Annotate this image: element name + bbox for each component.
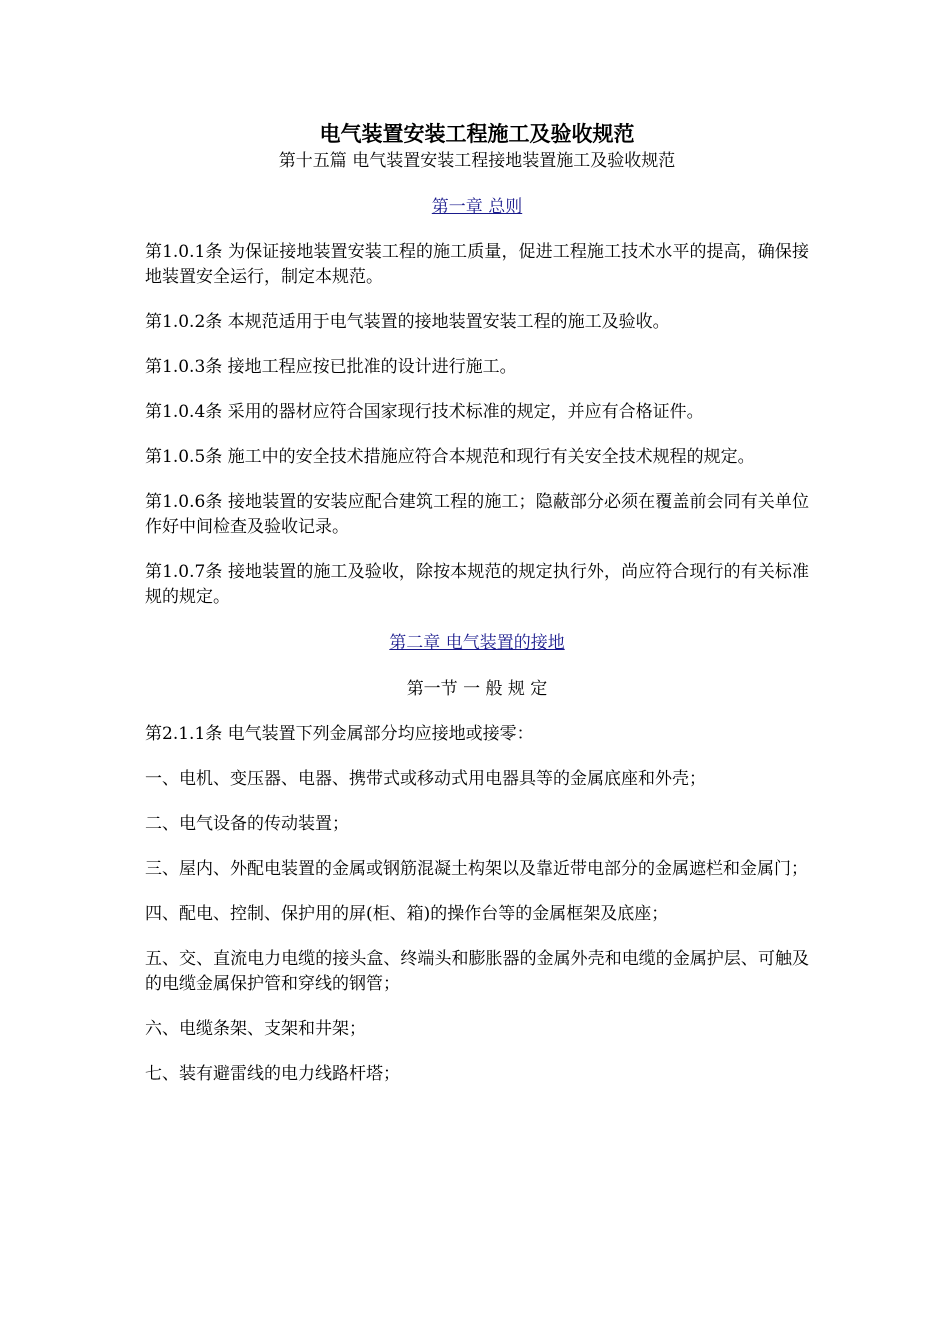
- article-paragraph: 第2.1.1条 电气装置下列金属部分均应接地或接零：: [145, 724, 534, 744]
- list-item: 五、交、直流电力电缆的接头盒、终端头和膨胀器的金属外壳和电缆的金属护层、可触及的电缆金属保护管和穿线的钢管；: [145, 949, 809, 994]
- chapter-1-heading: [145, 194, 809, 220]
- list-item: 一、电机、变压器、电器、携带式或移动式用电器具等的金属底座和外壳；: [145, 769, 706, 789]
- article-paragraph: 第1.0.6条 接地装置的安装应配合建筑工程的施工；隐蔽部分必须在覆盖前会同有关单位作好中间检查及验收记录。: [145, 492, 809, 537]
- chapter-1-link[interactable]: 第一章 总则: [431, 197, 523, 217]
- document-page: [145, 120, 809, 1107]
- list-item: 七、装有避雷线的电力线路杆塔；: [145, 1064, 400, 1084]
- section-heading: 第一节 一 般 规 定: [406, 679, 548, 699]
- article-paragraph: 第1.0.4条 采用的器材应符合国家现行技术标准的规定，并应有合格证件。: [145, 402, 704, 422]
- article-paragraph: 第1.0.7条 接地装置的施工及验收，除按本规范的规定执行外，尚应符合现行的有关标准规的规定。: [145, 562, 809, 607]
- list-item: 二、电气设备的传动装置；: [145, 814, 349, 834]
- article-paragraph: 第1.0.5条 施工中的安全技术措施应符合本规范和现行有关安全技术规程的规定。: [145, 447, 755, 467]
- chapter-2-link[interactable]: 第二章 电气装置的接地: [389, 633, 565, 653]
- list-item: 六、电缆条架、支架和井架；: [145, 1019, 366, 1039]
- article-paragraph: 第1.0.2条 本规范适用于电气装置的接地装置安装工程的施工及验收。: [145, 312, 670, 332]
- list-item: 三、屋内、外配电装置的金属或钢筋混凝土构架以及靠近带电部分的金属遮栏和金属门；: [145, 859, 808, 879]
- article-paragraph: 第1.0.1条 为保证接地装置安装工程的施工质量，促进工程施工技术水平的提高，确保接地装置安全运行，制定本规范。: [145, 242, 809, 287]
- article-paragraph: 第1.0.3条 接地工程应按已批准的设计进行施工。: [145, 357, 517, 377]
- chapter-2-heading: [145, 630, 809, 656]
- document-title: 电气装置安装工程施工及验收规范: [319, 121, 635, 146]
- document-subtitle: 第十五篇 电气装置安装工程接地装置施工及验收规范: [278, 151, 676, 171]
- list-item: 四、配电、控制、保护用的屏(柜、箱)的操作台等的金属框架及底座；: [145, 904, 669, 924]
